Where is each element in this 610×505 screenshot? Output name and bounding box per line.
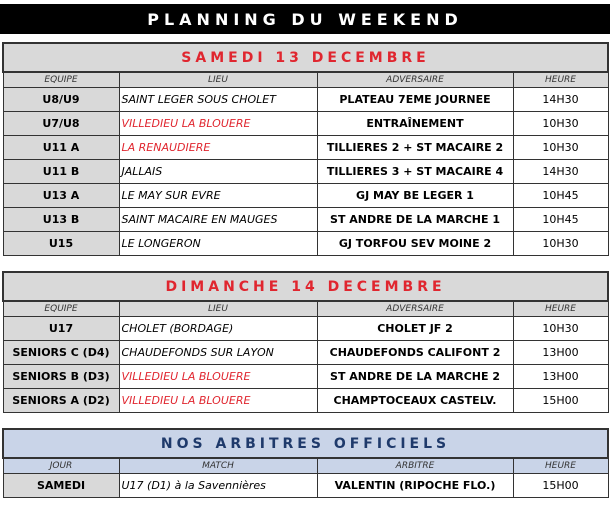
place-cell: LA RENAUDIERE xyxy=(119,136,317,160)
place-cell: VILLEDIEU LA BLOUERE xyxy=(119,112,317,136)
table-row xyxy=(3,184,608,208)
team-cell: U15 xyxy=(3,232,119,256)
place-cell: CHAUDEFONDS SUR LAYON xyxy=(119,341,317,365)
col-header-team: EQUIPE xyxy=(3,301,119,317)
opponent-cell: CHAMPTOCEAUX CASTELV. xyxy=(317,389,513,413)
table-row xyxy=(3,389,608,413)
day-cell: SAMEDI xyxy=(3,474,119,498)
col-header-opponent: ADVERSAIRE xyxy=(317,301,513,317)
time-cell: 14H30 xyxy=(513,88,608,112)
col-header-day: JOUR xyxy=(3,458,119,474)
team-cell: U13 A xyxy=(3,184,119,208)
opponent-cell: CHAUDEFONDS CALIFONT 2 xyxy=(317,341,513,365)
team-cell: U7/U8 xyxy=(3,112,119,136)
place-cell: SAINT LEGER SOUS CHOLET xyxy=(119,88,317,112)
table-row xyxy=(3,112,608,136)
page-title-banner: PLANNING DU WEEKEND xyxy=(0,4,610,34)
place-cell: VILLEDIEU LA BLOUERE xyxy=(119,389,317,413)
team-cell: SENIORS C (D4) xyxy=(3,341,119,365)
place-cell: VILLEDIEU LA BLOUERE xyxy=(119,365,317,389)
team-cell: SENIORS B (D3) xyxy=(3,365,119,389)
opponent-cell: CHOLET JF 2 xyxy=(317,317,513,341)
team-cell: U11 A xyxy=(3,136,119,160)
time-cell: 13H00 xyxy=(513,365,608,389)
opponent-cell: ST ANDRE DE LA MARCHE 1 xyxy=(317,208,513,232)
team-cell: U8/U9 xyxy=(3,88,119,112)
place-cell: JALLAIS xyxy=(119,160,317,184)
team-cell: SENIORS A (D2) xyxy=(3,389,119,413)
col-header-time: HEURE xyxy=(513,458,608,474)
referees-title: NOS ARBITRES OFFICIELS xyxy=(3,429,608,458)
table-row xyxy=(3,232,608,256)
match-cell: U17 (D1) à la Savennières xyxy=(119,474,317,498)
opponent-cell: GJ TORFOU SEV MOINE 2 xyxy=(317,232,513,256)
opponent-cell: PLATEAU 7EME JOURNEE xyxy=(317,88,513,112)
opponent-cell: TILLIERES 3 + ST MACAIRE 4 xyxy=(317,160,513,184)
time-cell: 15H00 xyxy=(513,474,608,498)
table-row xyxy=(3,208,608,232)
col-header-place: LIEU xyxy=(119,301,317,317)
place-cell: SAINT MACAIRE EN MAUGES xyxy=(119,208,317,232)
time-cell: 10H30 xyxy=(513,136,608,160)
referees-section xyxy=(2,428,607,498)
time-cell: 10H30 xyxy=(513,112,608,136)
table-row xyxy=(3,341,608,365)
table-row xyxy=(3,136,608,160)
time-cell: 13H00 xyxy=(513,341,608,365)
time-cell: 10H45 xyxy=(513,184,608,208)
col-header-time: HEURE xyxy=(513,72,608,88)
col-header-time: HEURE xyxy=(513,301,608,317)
col-header-opponent: ADVERSAIRE xyxy=(317,72,513,88)
time-cell: 10H30 xyxy=(513,232,608,256)
opponent-cell: TILLIERES 2 + ST MACAIRE 2 xyxy=(317,136,513,160)
table-row xyxy=(3,317,608,341)
opponent-cell: ST ANDRE DE LA MARCHE 2 xyxy=(317,365,513,389)
team-cell: U13 B xyxy=(3,208,119,232)
time-cell: 14H30 xyxy=(513,160,608,184)
saturday-title: SAMEDI 13 DECEMBRE xyxy=(3,43,608,72)
col-header-referee: ARBITRE xyxy=(317,458,513,474)
team-cell: U11 B xyxy=(3,160,119,184)
place-cell: LE LONGERON xyxy=(119,232,317,256)
table-row xyxy=(3,160,608,184)
table-row xyxy=(3,88,608,112)
referees-table xyxy=(2,428,609,498)
saturday-table xyxy=(2,42,609,256)
time-cell: 15H00 xyxy=(513,389,608,413)
place-cell: CHOLET (BORDAGE) xyxy=(119,317,317,341)
time-cell: 10H30 xyxy=(513,317,608,341)
time-cell: 10H45 xyxy=(513,208,608,232)
opponent-cell: ENTRAÎNEMENT xyxy=(317,112,513,136)
opponent-cell: GJ MAY BE LEGER 1 xyxy=(317,184,513,208)
col-header-place: LIEU xyxy=(119,72,317,88)
sunday-table xyxy=(2,271,609,413)
team-cell: U17 xyxy=(3,317,119,341)
col-header-team: EQUIPE xyxy=(3,72,119,88)
table-row xyxy=(3,474,608,498)
sunday-title: DIMANCHE 14 DECEMBRE xyxy=(3,272,608,301)
col-header-match: MATCH xyxy=(119,458,317,474)
table-row xyxy=(3,365,608,389)
referee-cell: VALENTIN (RIPOCHE FLO.) xyxy=(317,474,513,498)
saturday-section xyxy=(2,42,607,256)
sunday-section xyxy=(2,271,607,413)
place-cell: LE MAY SUR EVRE xyxy=(119,184,317,208)
